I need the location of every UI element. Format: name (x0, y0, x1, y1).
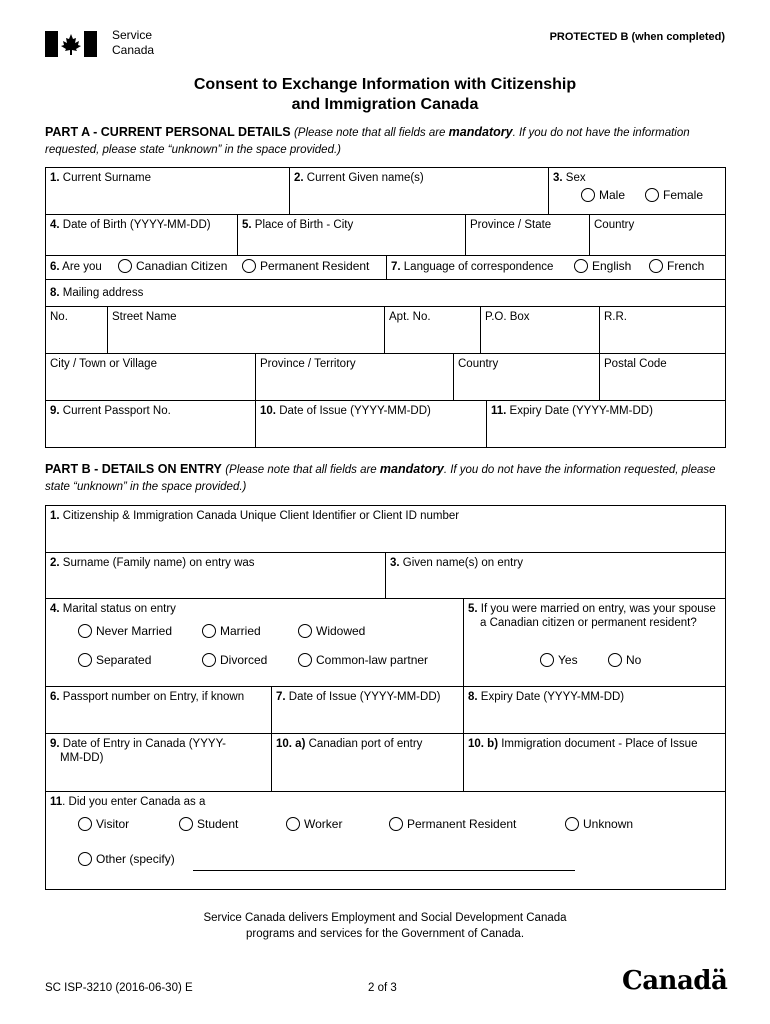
radio-icon[interactable] (179, 817, 193, 831)
given-names-on-entry-field[interactable]: 3. Given name(s) on entry (386, 553, 725, 599)
passport-expiry-date-field[interactable]: 11. Expiry Date (YYYY-MM-DD) (491, 405, 653, 417)
protected-label: PROTECTED B (when completed) (549, 31, 725, 43)
marital-status-field: 4. Marital status on entry Never Married Married Widowed Separated Divorced Common-law partner (46, 599, 464, 687)
radio-icon[interactable] (202, 653, 216, 667)
married-option[interactable]: Married (202, 624, 261, 638)
footer-note: Service Canada delivers Employment and Social Development Canada programs and services for the Government of Canada. (203, 912, 567, 940)
language-field: 7. Language of correspondence English French (387, 256, 725, 280)
radio-icon[interactable] (389, 817, 403, 831)
visitor-option[interactable]: Visitor (78, 817, 129, 831)
student-option[interactable]: Student (179, 817, 238, 831)
entry-passport-expiry-date-field[interactable]: 8. Expiry Date (YYYY-MM-DD) (464, 687, 725, 734)
canada-wordmark: Canadä (622, 966, 728, 996)
english-option[interactable]: English (574, 259, 631, 273)
status-field: 6. Are you Canadian Citizen Permanent Resident (46, 256, 387, 280)
separated-option[interactable]: Separated (78, 653, 151, 667)
birth-province-state-field[interactable]: Province / State (466, 215, 590, 256)
radio-icon[interactable] (298, 624, 312, 638)
spouse-yes-option[interactable]: Yes (540, 653, 578, 667)
radio-icon[interactable] (581, 188, 595, 202)
po-box-field[interactable]: P.O. Box (481, 307, 600, 354)
street-name-field[interactable]: Street Name (108, 307, 385, 354)
radio-icon[interactable] (574, 259, 588, 273)
spouse-no-option[interactable]: No (608, 653, 641, 667)
address-number-field[interactable]: No. (46, 307, 108, 354)
radio-icon[interactable] (565, 817, 579, 831)
current-given-names-field[interactable]: 2. Current Given name(s) (290, 168, 549, 215)
rr-field[interactable]: R.R. (600, 307, 725, 354)
part-a-form (45, 167, 726, 448)
radio-icon[interactable] (78, 817, 92, 831)
birth-country-field[interactable]: Country (590, 215, 725, 256)
permanent-resident-entry-option[interactable]: Permanent Resident (389, 817, 516, 831)
entry-category-field: 11. Did you enter Canada as a Visitor Student Worker Permanent Resident Unknown Other (specify) (46, 792, 725, 889)
french-option[interactable]: French (649, 259, 704, 273)
radio-icon[interactable] (78, 624, 92, 638)
form-number: SC ISP-3210 (2016-06-30) E (45, 982, 193, 994)
page-number: 2 of 3 (368, 982, 397, 994)
sex-male-option[interactable]: Male (581, 188, 625, 202)
divorced-option[interactable]: Divorced (202, 653, 267, 667)
radio-icon[interactable] (286, 817, 300, 831)
other-option[interactable]: Other (specify) (78, 852, 175, 866)
entry-passport-number-field[interactable]: 6. Passport number on Entry, if known (46, 687, 272, 734)
surname-on-entry-field[interactable]: 2. Surname (Family name) on entry was (46, 553, 386, 599)
part-b-form (45, 505, 726, 890)
province-territory-field[interactable]: Province / Territory (256, 354, 454, 401)
department-name: Service Canada (112, 28, 155, 57)
radio-icon[interactable] (608, 653, 622, 667)
worker-option[interactable]: Worker (286, 817, 342, 831)
radio-icon[interactable] (540, 653, 554, 667)
radio-icon[interactable] (78, 653, 92, 667)
permanent-resident-option[interactable]: Permanent Resident (242, 259, 369, 273)
city-field[interactable]: City / Town or Village (46, 354, 256, 401)
common-law-option[interactable]: Common-law partner (298, 653, 428, 667)
client-id-field[interactable]: 1. Citizenship & Immigration Canada Unique Client Identifier or Client ID number (46, 506, 725, 553)
never-married-option[interactable]: Never Married (78, 624, 172, 638)
part-b-heading: PART B - DETAILS ON ENTRY (Please note that all fields are mandatory. If you do not have the information requested, please state “unknown” in the space provided.) (45, 462, 716, 493)
radio-icon[interactable] (202, 624, 216, 638)
apt-number-field[interactable]: Apt. No. (385, 307, 481, 354)
unknown-option[interactable]: Unknown (565, 817, 633, 831)
page-title: Consent to Exchange Information with Citizenship and Immigration Canada (193, 76, 577, 113)
date-of-entry-field[interactable]: 9. Date of Entry in Canada (YYYY-MM-DD) (46, 734, 272, 792)
port-of-entry-field[interactable]: 10. a) Canadian port of entry (272, 734, 464, 792)
immigration-document-place-field[interactable]: 10. b) Immigration document - Place of Issue (464, 734, 725, 792)
place-of-birth-city-field[interactable]: 5. Place of Birth - City (238, 215, 466, 256)
canadian-citizen-option[interactable]: Canadian Citizen (118, 259, 227, 273)
passport-issue-date-field[interactable]: 10. Date of Issue (YYYY-MM-DD) (256, 401, 487, 447)
radio-icon[interactable] (298, 653, 312, 667)
passport-number-field[interactable]: 9. Current Passport No. (46, 401, 256, 447)
sex-female-option[interactable]: Female (645, 188, 703, 202)
radio-icon[interactable] (645, 188, 659, 202)
address-country-field[interactable]: Country (454, 354, 600, 401)
postal-code-field[interactable]: Postal Code (600, 354, 725, 401)
spouse-status-field: 5. If you were married on entry, was your spouse a Canadian citizen or permanent resident? Yes No (464, 599, 725, 687)
radio-icon[interactable] (649, 259, 663, 273)
date-of-birth-field[interactable]: 4. Date of Birth (YYYY-MM-DD) (46, 215, 238, 256)
current-surname-field[interactable]: 1. Current Surname (46, 168, 290, 215)
mailing-address-label: 8. Mailing address (46, 280, 725, 307)
canada-flag-icon (45, 31, 97, 57)
radio-icon[interactable] (242, 259, 256, 273)
radio-icon[interactable] (118, 259, 132, 273)
radio-icon[interactable] (78, 852, 92, 866)
part-a-heading: PART A - CURRENT PERSONAL DETAILS (Please note that all fields are mandatory. If you do not have the information requested, please state “unknown” in the space provided.) (45, 125, 690, 156)
entry-passport-issue-date-field[interactable]: 7. Date of Issue (YYYY-MM-DD) (272, 687, 464, 734)
widowed-option[interactable]: Widowed (298, 624, 365, 638)
sex-field: 3. Sex Male Female (549, 168, 725, 215)
other-specify-input[interactable] (193, 870, 575, 871)
